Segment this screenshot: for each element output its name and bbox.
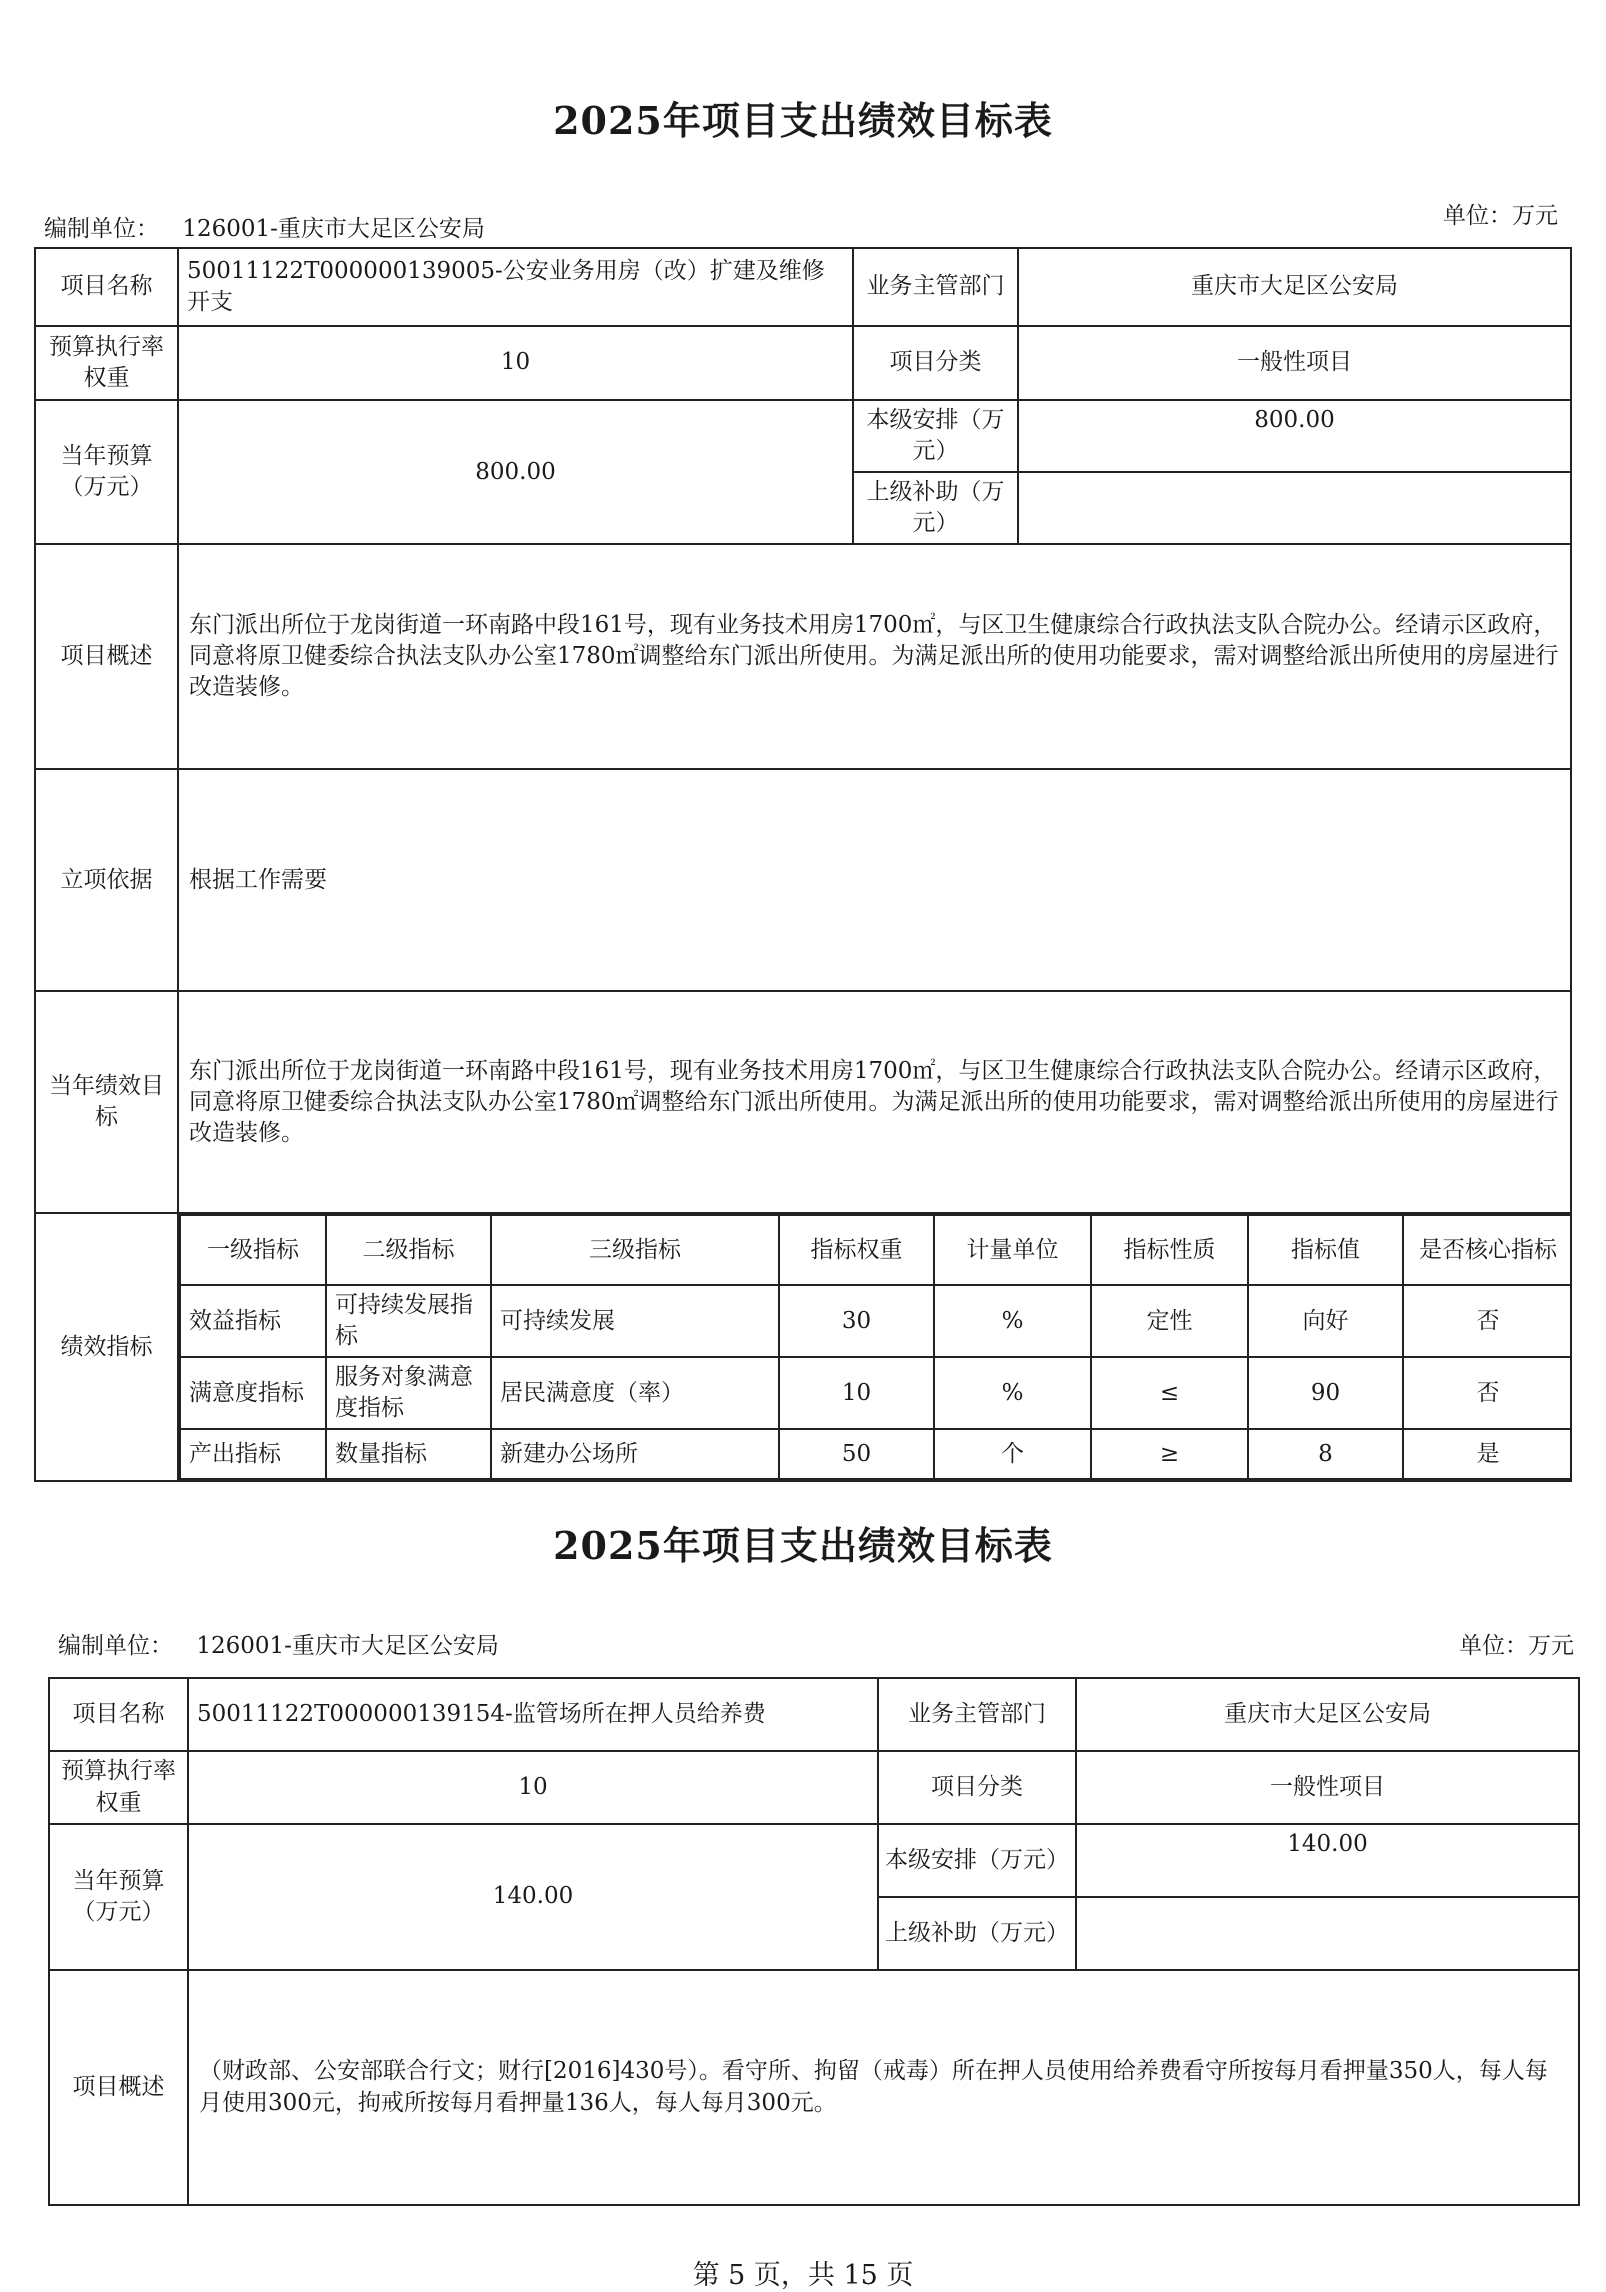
- t1-r1-c4: %: [934, 1357, 1091, 1429]
- t1-overview: 东门派出所位于龙岗街道一环南路中段161号，现有业务技术用房1700㎡，与区卫生健康综合行政执法支队合院办公。经请示区政府，同意将原卫健委综合执法支队办公室1780㎡调整给东门派出所使用。为满足派出所的使用功能要求，需对调整给派出所使用的房屋进行改造装修。: [178, 544, 1571, 769]
- t1-r2-c2: 新建办公场所: [491, 1429, 779, 1479]
- t2-project-name-label: 项目名称: [49, 1678, 188, 1751]
- t1-r0-c6: 向好: [1248, 1285, 1403, 1357]
- t2-budget-label: 当年预算（万元）: [49, 1824, 188, 1970]
- table2-title: 2025年项目支出绩效目标表: [553, 1523, 1053, 1568]
- t2-upper: [1076, 1897, 1579, 1970]
- t2-overview-label: 项目概述: [49, 1970, 188, 2205]
- t1-h-unit: 计量单位: [934, 1215, 1091, 1285]
- table-row: [180, 1429, 1571, 1479]
- t1-r0-c5: 定性: [1091, 1285, 1248, 1357]
- t1-r0-c4: %: [934, 1285, 1091, 1357]
- t2-weight-label: 预算执行率权重: [49, 1751, 188, 1824]
- t1-r1-c6: 90: [1248, 1357, 1403, 1429]
- table2-unit-value: 126001-重庆市大足区公安局: [196, 1633, 499, 1659]
- t1-r1-c7: 否: [1403, 1357, 1571, 1429]
- table1-form: [34, 247, 1572, 1482]
- t1-h-level3: 三级指标: [491, 1215, 779, 1285]
- t1-upper-label: 上级补助（万元）: [853, 472, 1018, 544]
- t1-r2-c7: 是: [1403, 1429, 1571, 1479]
- t1-indicator-header-row: [180, 1215, 1571, 1285]
- t1-r2-c0: 产出指标: [180, 1429, 326, 1479]
- t2-level-label: 本级安排（万元）: [878, 1824, 1076, 1897]
- table1-title: 2025年项目支出绩效目标表: [553, 98, 1053, 143]
- t1-h-nature: 指标性质: [1091, 1215, 1248, 1285]
- t1-budget: 800.00: [178, 400, 853, 544]
- t1-r0-c2: 可持续发展: [491, 1285, 779, 1357]
- t1-budget-label: 当年预算（万元）: [35, 400, 178, 544]
- t1-basis-label: 立项依据: [35, 769, 178, 991]
- t1-r2-c4: 个: [934, 1429, 1091, 1479]
- t1-upper: [1018, 472, 1571, 544]
- t1-r0-c0: 效益指标: [180, 1285, 326, 1357]
- t1-category-label: 项目分类: [853, 326, 1018, 400]
- t1-weight-label: 预算执行率权重: [35, 326, 178, 400]
- t1-h-value: 指标值: [1248, 1215, 1403, 1285]
- t1-indicators-label: 绩效指标: [35, 1213, 178, 1481]
- t1-r2-c3: 50: [779, 1429, 934, 1479]
- t1-overview-label: 项目概述: [35, 544, 178, 769]
- t2-level: 140.00: [1076, 1824, 1579, 1897]
- table1-unit-value: 126001-重庆市大足区公安局: [182, 216, 485, 242]
- t1-r1-c0: 满意度指标: [180, 1357, 326, 1429]
- t1-level: 800.00: [1018, 400, 1571, 472]
- t2-project-name: 50011122T000000139154-监管场所在押人员给养费: [188, 1678, 878, 1751]
- t1-weight: 10: [178, 326, 853, 400]
- page-footer: 第 5 页，共 15 页: [692, 2260, 914, 2291]
- t1-project-name: 50011122T000000139005-公安业务用房（改）扩建及维修开支: [178, 248, 853, 326]
- t1-h-level1: 一级指标: [180, 1215, 326, 1285]
- table2-unit-label: 编制单位：: [58, 1633, 173, 1659]
- t2-overview: （财政部、公安部联合行文；财行[2016]430号）。看守所、拘留（戒毒）所在押人员使用给养费看守所按每月看押量350人，每人每月使用300元，拘戒所按每月看押量136人，每人每月300元。: [188, 1970, 1579, 2205]
- t2-category: 一般性项目: [1076, 1751, 1579, 1824]
- t1-project-name-label: 项目名称: [35, 248, 178, 326]
- t1-r0-c7: 否: [1403, 1285, 1571, 1357]
- t1-indicator-table: [179, 1214, 1571, 1480]
- t1-r2-c6: 8: [1248, 1429, 1403, 1479]
- t2-budget: 140.00: [188, 1824, 878, 1970]
- t1-r2-c5: ≥: [1091, 1429, 1248, 1479]
- t1-goal: 东门派出所位于龙岗街道一环南路中段161号，现有业务技术用房1700㎡，与区卫生健康综合行政执法支队合院办公。经请示区政府，同意将原卫健委综合执法支队办公室1780㎡调整给东门派出所使用。为满足派出所的使用功能要求，需对调整给派出所使用的房屋进行改造装修。: [178, 991, 1571, 1213]
- t2-dept: 重庆市大足区公安局: [1076, 1678, 1579, 1751]
- t1-basis: 根据工作需要: [178, 769, 1571, 991]
- t1-r1-c1: 服务对象满意度指标: [326, 1357, 491, 1429]
- table2-unit-row: [58, 1627, 499, 1660]
- t1-indicators-cell: [178, 1213, 1571, 1481]
- t1-dept: 重庆市大足区公安局: [1018, 248, 1571, 326]
- t2-category-label: 项目分类: [878, 1751, 1076, 1824]
- t1-category: 一般性项目: [1018, 326, 1571, 400]
- t2-dept-label: 业务主管部门: [878, 1678, 1076, 1751]
- table-row: [180, 1357, 1571, 1429]
- t1-r1-c5: ≤: [1091, 1357, 1248, 1429]
- t2-weight: 10: [188, 1751, 878, 1824]
- table2-money-unit: 单位：万元: [1459, 1633, 1574, 1659]
- t1-r1-c2: 居民满意度（率）: [491, 1357, 779, 1429]
- t1-r0-c1: 可持续发展指标: [326, 1285, 491, 1357]
- t1-level-label: 本级安排（万元）: [853, 400, 1018, 472]
- t1-r1-c3: 10: [779, 1357, 934, 1429]
- t1-r0-c3: 30: [779, 1285, 934, 1357]
- t1-dept-label: 业务主管部门: [853, 248, 1018, 326]
- table1-money-unit: 单位：万元: [1443, 203, 1558, 229]
- table-row: [180, 1285, 1571, 1357]
- table2-form: [48, 1677, 1580, 2206]
- t1-h-level2: 二级指标: [326, 1215, 491, 1285]
- t1-goal-label: 当年绩效目标: [35, 991, 178, 1213]
- table1-unit-label: 编制单位：: [44, 216, 159, 242]
- t1-h-weight: 指标权重: [779, 1215, 934, 1285]
- t2-upper-label: 上级补助（万元）: [878, 1897, 1076, 1970]
- t1-h-core: 是否核心指标: [1403, 1215, 1571, 1285]
- t1-r2-c1: 数量指标: [326, 1429, 491, 1479]
- table1-unit-row: [44, 210, 485, 243]
